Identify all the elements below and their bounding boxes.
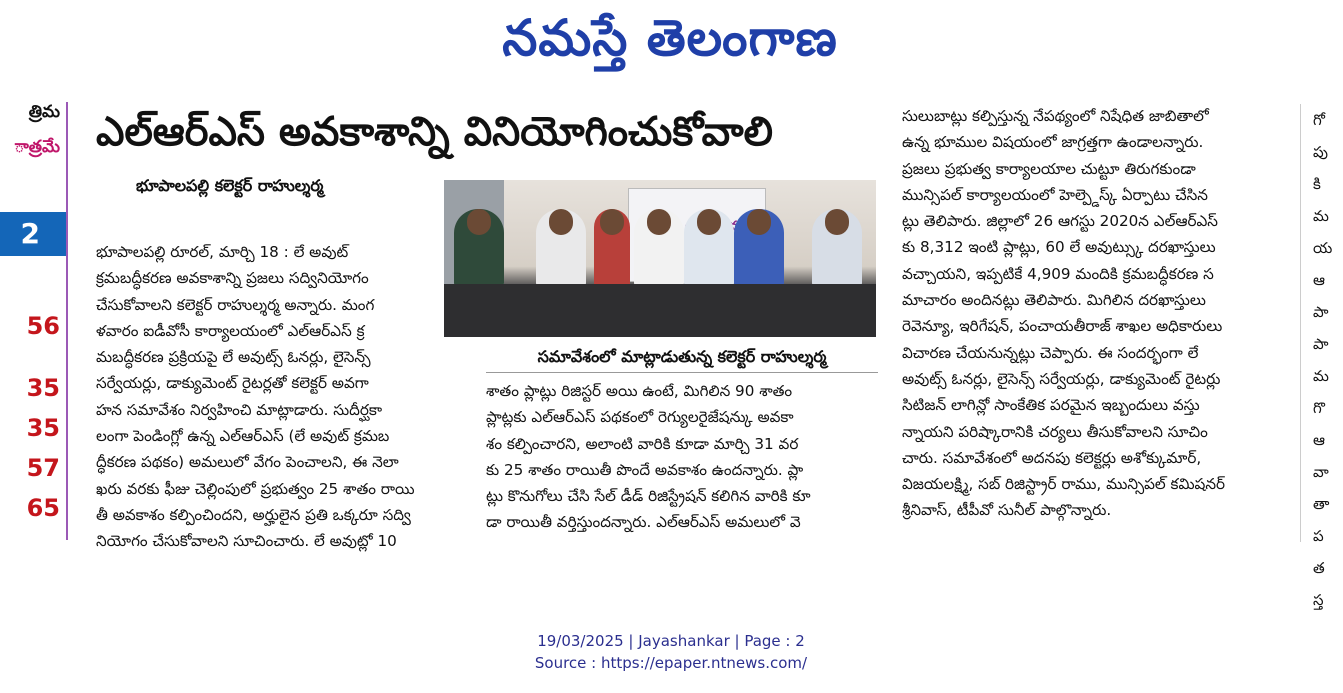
right-strip-text: గో xyxy=(1313,111,1325,129)
article-line: శం కల్పించారని, అలాంటి వారికి కూడా మార్చి 31 వర xyxy=(486,434,799,453)
article-line: సిటిజన్ లాగిన్లో సాంకేతిక పరమైన ఇబ్బందులు వస్తు xyxy=(902,396,1200,415)
article-column-2 xyxy=(486,378,878,554)
right-strip-text: తా xyxy=(1313,495,1330,513)
article-line: సులుబాట్లు కల్పిస్తున్న నేపథ్యంలో నిషేధిత జాబితాలో xyxy=(902,107,1209,125)
article-line: ఉన్న భూముల విషయంలో జాగ్రత్తగా ఉండాలన్నారు. xyxy=(902,133,1204,152)
article-line: ప్రజలు ప్రభుత్వ కార్యాలయాల చుట్టూ తిరుగకుండా xyxy=(902,159,1196,178)
article-line: మున్సిపల్ కార్యాలయంలో హెల్ప్డెస్క్ ఏర్పాటు చేసిన xyxy=(902,185,1208,204)
article-line: శాతం ప్లాట్లు రిజిస్టర్ అయి ఉంటే, మిగిలిన 90 శాతం xyxy=(486,382,793,400)
right-strip-text: పా xyxy=(1313,303,1329,321)
article-line: డా రాయితీ వర్తిస్తుందన్నారు. ఎల్ఆర్ఎస్ అమలులో వె xyxy=(486,513,801,532)
photo-person xyxy=(594,209,630,287)
article-line: ద్ధీకరణ పథకం) అమలులో వేగం పెంచాలని, ఈ నెలా xyxy=(96,453,399,472)
photo-person xyxy=(684,209,734,287)
left-strip-number: 56 xyxy=(26,312,60,340)
article-line: కు 25 శాతం రాయితీ పొందే అవకాశం ఉందన్నారు. ప్లా xyxy=(486,460,804,479)
article-line: రెవెన్యూ, ఇరిగేషన్, పంచాయతీరాజ్ శాఖల అధికారులు xyxy=(902,317,1223,336)
right-strip-text: కి xyxy=(1313,175,1321,193)
right-strip-text: ఆ xyxy=(1313,431,1325,449)
article-line: మాచారం అందినట్లు తెలిపారు. మిగిలిన దరఖాస్తులు xyxy=(902,291,1206,310)
left-strip-text: ాత్రమే xyxy=(14,137,60,157)
article-line: చేసుకోవాలని కలెక్టర్ రాహుల్శర్మ అన్నారు. మంగ xyxy=(96,295,375,314)
footer-date-edition: 19/03/2025 | Jayashankar | Page : 2 xyxy=(537,632,805,650)
photo-person xyxy=(536,209,586,287)
article-line: ళవారం ఐడీవోసీ కార్యాలయంలో ఎల్ఆర్ఎస్ క్ర xyxy=(96,321,365,340)
right-strip-text: మ xyxy=(1313,367,1329,385)
article-line: తీ అవకాశం కల్పించిందని, అర్హులైన ప్రతి ఒక్కరూ సద్వి xyxy=(96,505,411,524)
left-strip-number: 35 xyxy=(26,414,60,442)
right-strip-text: స్త xyxy=(1313,591,1324,609)
right-adjacent-column xyxy=(1300,104,1343,609)
left-strip-text: త్రిమ xyxy=(28,102,60,122)
left-strip-number: 65 xyxy=(26,494,60,522)
right-strip-text: త xyxy=(1313,559,1325,577)
article-line: విజయలక్ష్మి, సబ్ రిజిస్ట్రార్ రాము, మున్సిపల్ కమిషనర్ xyxy=(902,475,1226,494)
right-strip-text: ఆ xyxy=(1313,271,1325,289)
right-strip-text: పు xyxy=(1313,143,1328,161)
left-strip-number: 35 xyxy=(26,374,60,402)
photo-table xyxy=(444,284,876,337)
article-line: ఖరు వరకు ఫీజు చెల్లింపులో ప్రభుత్వం 25 శాతం రాయి xyxy=(96,479,415,498)
article-headline: ఎల్ఆర్ఎస్ అవకాశాన్ని వినియోగించుకోవాలి xyxy=(96,109,773,155)
photo-person xyxy=(454,209,504,287)
photo-person xyxy=(812,209,862,287)
photo-caption: సమావేశంలో మాట్లాడుతున్న కలెక్టర్ రాహుల్శర్మ xyxy=(486,342,878,373)
article-column-1 xyxy=(96,239,476,551)
article-line: హన సమావేశం నిర్వహించి మాట్లాడారు. సుదీర్ఘకా xyxy=(96,400,383,419)
left-strip-number-badge: 2 xyxy=(0,212,66,256)
right-strip-text: పా xyxy=(1313,335,1329,353)
photo-person xyxy=(634,209,684,287)
article-line: ట్లు కొనుగోలు చేసి సేల్ డీడ్ రిజిస్ట్రేషన్ కలిగిన వారికి కూ xyxy=(486,487,811,506)
article-line: అవుట్స్ ఓనర్లు, లైసెన్స్ సర్వేయర్లు, డాక్యుమెంట్ రైటర్లు xyxy=(902,369,1221,388)
article-line: సర్వేయర్లు, డాక్యుమెంట్ రైటర్లతో కలెక్టర్ అవగా xyxy=(96,374,369,393)
article-line: న్నాయని పరిష్కారానికి చర్యలు తీసుకోవాలని సూచిం xyxy=(902,422,1208,441)
right-strip-text: గొ xyxy=(1313,399,1325,417)
footer-source-link[interactable]: Source : https://epaper.ntnews.com/ xyxy=(534,654,808,672)
photo-person xyxy=(734,209,784,287)
right-strip-text: ప xyxy=(1313,527,1324,545)
article-line: ట్లు తెలిపారు. జిల్లాలో 26 ఆగస్టు 2020న ఎల్ఆర్ఎస్ xyxy=(902,212,1218,231)
article-line: శ్రీనివాస్, టీపీవో సునీల్ పాల్గొన్నారు. xyxy=(902,501,1112,520)
masthead-logo: నమస్తే తెలంగాణ xyxy=(502,9,838,67)
article-column-3 xyxy=(902,103,1288,553)
article-line: విచారణ చేయనున్నట్లు చెప్పారు. ఈ సందర్భంగా లే xyxy=(902,343,1199,362)
article-line: వచ్చాయని, ఇప్పటికే 4,909 మందికి క్రమబద్ధీకరణ స xyxy=(902,264,1214,283)
article-byline: భూపాలపల్లి కలెక్టర్ రాహుల్శర్మ xyxy=(136,176,324,195)
article-line: క్రమబద్ధీకరణ అవకాశాన్ని ప్రజలు సద్వినియోగం xyxy=(96,269,369,288)
article-line: కు 8,312 ఇంటి ప్లాట్లు, 60 లే అవుట్స్కు దరఖాస్తులు xyxy=(902,238,1216,257)
left-strip-number: 57 xyxy=(26,454,60,482)
meeting-photo xyxy=(444,180,876,337)
left-adjacent-column xyxy=(0,102,68,540)
article-line: మబద్ధీకరణ ప్రక్రియపై లే అవుట్స్ ఓనర్లు, లైసెన్స్ xyxy=(96,348,371,367)
right-strip-text: వా xyxy=(1313,463,1329,481)
article-line: నియోగం చేసుకోవాలని సూచించారు. లే అవుట్లో 10 xyxy=(96,532,397,551)
article-line: లంగా పెండింగ్లో ఉన్న ఎల్ఆర్ఎస్ (లే అవుట్ క్రమబ xyxy=(96,427,390,446)
article-line: భూపాలపల్లి రూరల్, మార్చి 18 : లే అవుట్ xyxy=(96,243,349,261)
right-strip-text: మ xyxy=(1313,207,1329,225)
right-strip-text: య xyxy=(1313,239,1333,257)
article-line: చారు. సమావేశంలో అదనపు కలెక్టర్లు అశోక్కుమార్, xyxy=(902,448,1202,467)
article-line: ప్లాట్లకు ఎల్ఆర్ఎస్ పథకంలో రెగ్యులరైజేషన్కు అవకా xyxy=(486,408,794,427)
page-footer xyxy=(0,630,1342,674)
